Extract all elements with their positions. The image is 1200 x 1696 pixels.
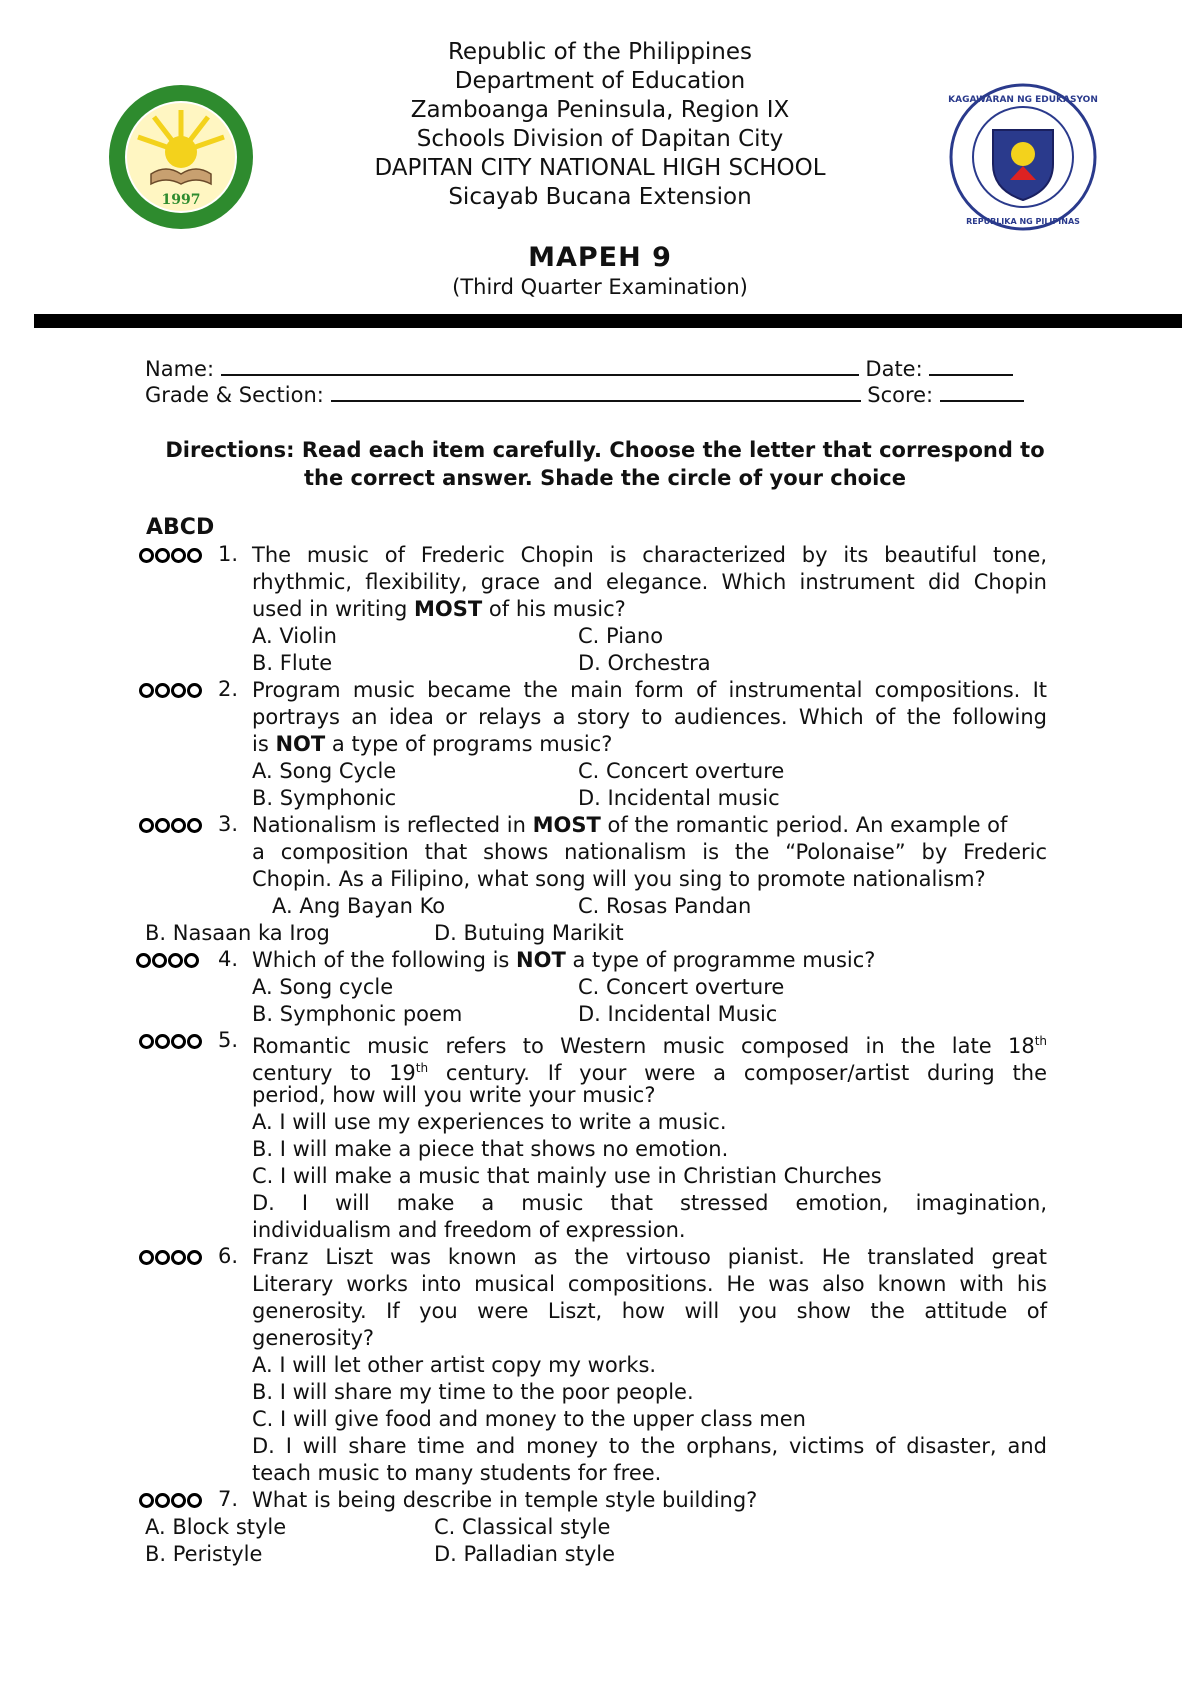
q6-option-c: C. I will give food and money to the upper class men bbox=[252, 1407, 806, 1431]
q3-text-2: a composition that shows nationalism is the “Polonaise” by Frederic bbox=[252, 840, 1047, 864]
bubble-d[interactable] bbox=[184, 953, 199, 968]
bubble-d[interactable] bbox=[187, 683, 202, 698]
q5-option-a: A. I will use my experiences to write a music. bbox=[252, 1110, 727, 1134]
q2-text-3: is NOT a type of programs music? bbox=[252, 732, 613, 756]
q1-text-3: used in writing MOST of his music? bbox=[252, 597, 626, 621]
school-extension: Sicayab Bucana Extension bbox=[448, 184, 752, 210]
question-number: 4. bbox=[218, 947, 239, 971]
q3-option-d: D. Butuing Marikit bbox=[434, 921, 624, 945]
q7-option-b: B. Peristyle bbox=[145, 1542, 263, 1566]
bubble-a[interactable] bbox=[139, 1493, 154, 1508]
bubble-b[interactable] bbox=[155, 548, 170, 563]
bubble-d[interactable] bbox=[187, 548, 202, 563]
q5-text-1: Romantic music refers to Western music composed in the late 18th bbox=[252, 1034, 1047, 1058]
name-label: Name: bbox=[145, 357, 215, 381]
name-row bbox=[145, 356, 1013, 381]
q2-option-d: D. Incidental music bbox=[578, 786, 780, 810]
q2-text-1: Program music became the main form of instrumental compositions. It bbox=[252, 678, 1047, 702]
name-field[interactable] bbox=[221, 356, 859, 376]
bubble-b[interactable] bbox=[155, 1250, 170, 1265]
q6-text-2: Literary works into musical compositions. He was also known with his bbox=[252, 1272, 1047, 1296]
q1-option-a: A. Violin bbox=[252, 624, 337, 648]
q6-option-b: B. I will share my time to the poor people. bbox=[252, 1380, 694, 1404]
q1-text-2: rhythmic, flexibility, grace and elegance. Which instrument did Chopin bbox=[252, 570, 1047, 594]
school-name: DAPITAN CITY NATIONAL HIGH SCHOOL bbox=[374, 155, 826, 181]
directions-line-1: Directions: Read each item carefully. Choose the letter that correspond to bbox=[165, 438, 1045, 462]
answer-bubbles-q4 bbox=[136, 953, 199, 968]
q5-text-2: century to 19th century. If your were a composer/artist during the bbox=[252, 1061, 1047, 1085]
bubble-a[interactable] bbox=[136, 953, 151, 968]
bubble-d[interactable] bbox=[187, 1250, 202, 1265]
bubble-c[interactable] bbox=[171, 548, 186, 563]
bubble-a[interactable] bbox=[139, 1250, 154, 1265]
q3-option-c: C. Rosas Pandan bbox=[578, 894, 752, 918]
directions-line-2: the correct answer. Shade the circle of your choice bbox=[304, 466, 906, 490]
answer-bubbles-q1 bbox=[139, 548, 202, 563]
q6-option-d-line-2: teach music to many students for free. bbox=[252, 1461, 662, 1485]
q2-option-b: B. Symphonic bbox=[252, 786, 397, 810]
svg-text:REPUBLIKA NG PILIPINAS: REPUBLIKA NG PILIPINAS bbox=[966, 217, 1080, 226]
question-number: 3. bbox=[218, 812, 239, 836]
q2-option-a: A. Song Cycle bbox=[252, 759, 397, 783]
bubble-a[interactable] bbox=[139, 818, 154, 833]
q4-option-d: D. Incidental Music bbox=[578, 1002, 778, 1026]
q5-option-c: C. I will make a music that mainly use in Christian Churches bbox=[252, 1164, 882, 1188]
q6-option-d-line-1: D. I will share time and money to the orphans, victims of disaster, and bbox=[252, 1434, 1047, 1458]
bubble-c[interactable] bbox=[171, 1034, 186, 1049]
bubble-b[interactable] bbox=[155, 683, 170, 698]
question-number: 7. bbox=[218, 1487, 239, 1511]
bubble-b[interactable] bbox=[155, 1493, 170, 1508]
q2-option-c: C. Concert overture bbox=[578, 759, 785, 783]
answer-choices-header: ABCD bbox=[146, 515, 215, 540]
q6-text-4: generosity? bbox=[252, 1326, 375, 1350]
q4-option-a: A. Song cycle bbox=[252, 975, 394, 999]
exam-subtitle: (Third Quarter Examination) bbox=[452, 275, 748, 299]
header-line-2: Department of Education bbox=[454, 68, 746, 94]
q1-option-d: D. Orchestra bbox=[578, 651, 711, 675]
q3-option-a: A. Ang Bayan Ko bbox=[272, 894, 446, 918]
bubble-d[interactable] bbox=[187, 818, 202, 833]
q5-text-3: period, how will you write your music? bbox=[252, 1083, 656, 1107]
q4-option-b: B. Symphonic poem bbox=[252, 1002, 463, 1026]
question-number: 5. bbox=[218, 1028, 239, 1052]
q6-text-3: generosity. If you were Liszt, how will you show the attitude of bbox=[252, 1299, 1047, 1323]
directions bbox=[140, 436, 1070, 492]
header-line-4: Schools Division of Dapitan City bbox=[416, 126, 784, 152]
grade-row bbox=[145, 382, 1024, 407]
bubble-c[interactable] bbox=[168, 953, 183, 968]
svg-text:KAGAWARAN NG EDUKASYON: KAGAWARAN NG EDUKASYON bbox=[948, 95, 1098, 105]
q6-option-a: A. I will let other artist copy my works. bbox=[252, 1353, 657, 1377]
date-label: Date: bbox=[865, 357, 923, 381]
bubble-c[interactable] bbox=[171, 818, 186, 833]
bubble-a[interactable] bbox=[139, 548, 154, 563]
q7-option-c: C. Classical style bbox=[434, 1515, 611, 1539]
answer-bubbles-q2 bbox=[139, 683, 202, 698]
q3-text-1: Nationalism is reflected in MOST of the romantic period. An example of bbox=[252, 813, 1008, 837]
date-field[interactable] bbox=[929, 356, 1013, 376]
bubble-a[interactable] bbox=[139, 1034, 154, 1049]
seal-year: 1997 bbox=[161, 192, 201, 208]
q3-text-3: Chopin. As a Filipino, what song will you sing to promote nationalism? bbox=[252, 867, 986, 891]
q3-option-b: B. Nasaan ka Irog bbox=[145, 921, 330, 945]
answer-bubbles-q6 bbox=[139, 1250, 202, 1265]
bubble-a[interactable] bbox=[139, 683, 154, 698]
bubble-d[interactable] bbox=[187, 1493, 202, 1508]
answer-bubbles-q3 bbox=[139, 818, 202, 833]
score-field[interactable] bbox=[940, 382, 1024, 402]
score-label: Score: bbox=[867, 383, 934, 407]
bubble-c[interactable] bbox=[171, 683, 186, 698]
q7-text-1: What is being describe in temple style building? bbox=[252, 1488, 758, 1512]
q7-option-d: D. Palladian style bbox=[434, 1542, 616, 1566]
exam-title: MAPEH 9 bbox=[528, 242, 672, 273]
question-number: 1. bbox=[218, 542, 239, 566]
q2-text-2: portrays an idea or relays a story to audiences. Which of the following bbox=[252, 705, 1047, 729]
q6-text-1: Franz Liszt was known as the virtouso pianist. He translated great bbox=[252, 1245, 1047, 1269]
grade-section-field[interactable] bbox=[331, 382, 861, 402]
q1-option-b: B. Flute bbox=[252, 651, 333, 675]
answer-bubbles-q5 bbox=[139, 1034, 202, 1049]
header-line-3: Zamboanga Peninsula, Region IX bbox=[410, 97, 790, 123]
header-divider bbox=[34, 314, 1182, 328]
bubble-b[interactable] bbox=[152, 953, 167, 968]
q5-option-b: B. I will make a piece that shows no emotion. bbox=[252, 1137, 729, 1161]
bubble-c[interactable] bbox=[171, 1493, 186, 1508]
q4-option-c: C. Concert overture bbox=[578, 975, 785, 999]
q1-text-1: The music of Frederic Chopin is characterized by its beautiful tone, bbox=[252, 543, 1047, 567]
answer-bubbles-q7 bbox=[139, 1493, 202, 1508]
bubble-c[interactable] bbox=[171, 1250, 186, 1265]
q1-option-c: C. Piano bbox=[578, 624, 664, 648]
grade-section-label: Grade & Section: bbox=[145, 383, 324, 407]
bubble-b[interactable] bbox=[155, 1034, 170, 1049]
q4-text-1: Which of the following is NOT a type of programme music? bbox=[252, 948, 876, 972]
q5-option-d-line-2: individualism and freedom of expression. bbox=[252, 1218, 686, 1242]
q7-option-a: A. Block style bbox=[145, 1515, 287, 1539]
question-number: 2. bbox=[218, 677, 239, 701]
q5-option-d-line-1: D. I will make a music that stressed emotion, imagination, bbox=[252, 1191, 1047, 1215]
question-number: 6. bbox=[218, 1244, 239, 1268]
bubble-b[interactable] bbox=[155, 818, 170, 833]
header-line-1: Republic of the Philippines bbox=[447, 39, 753, 65]
bubble-d[interactable] bbox=[187, 1034, 202, 1049]
